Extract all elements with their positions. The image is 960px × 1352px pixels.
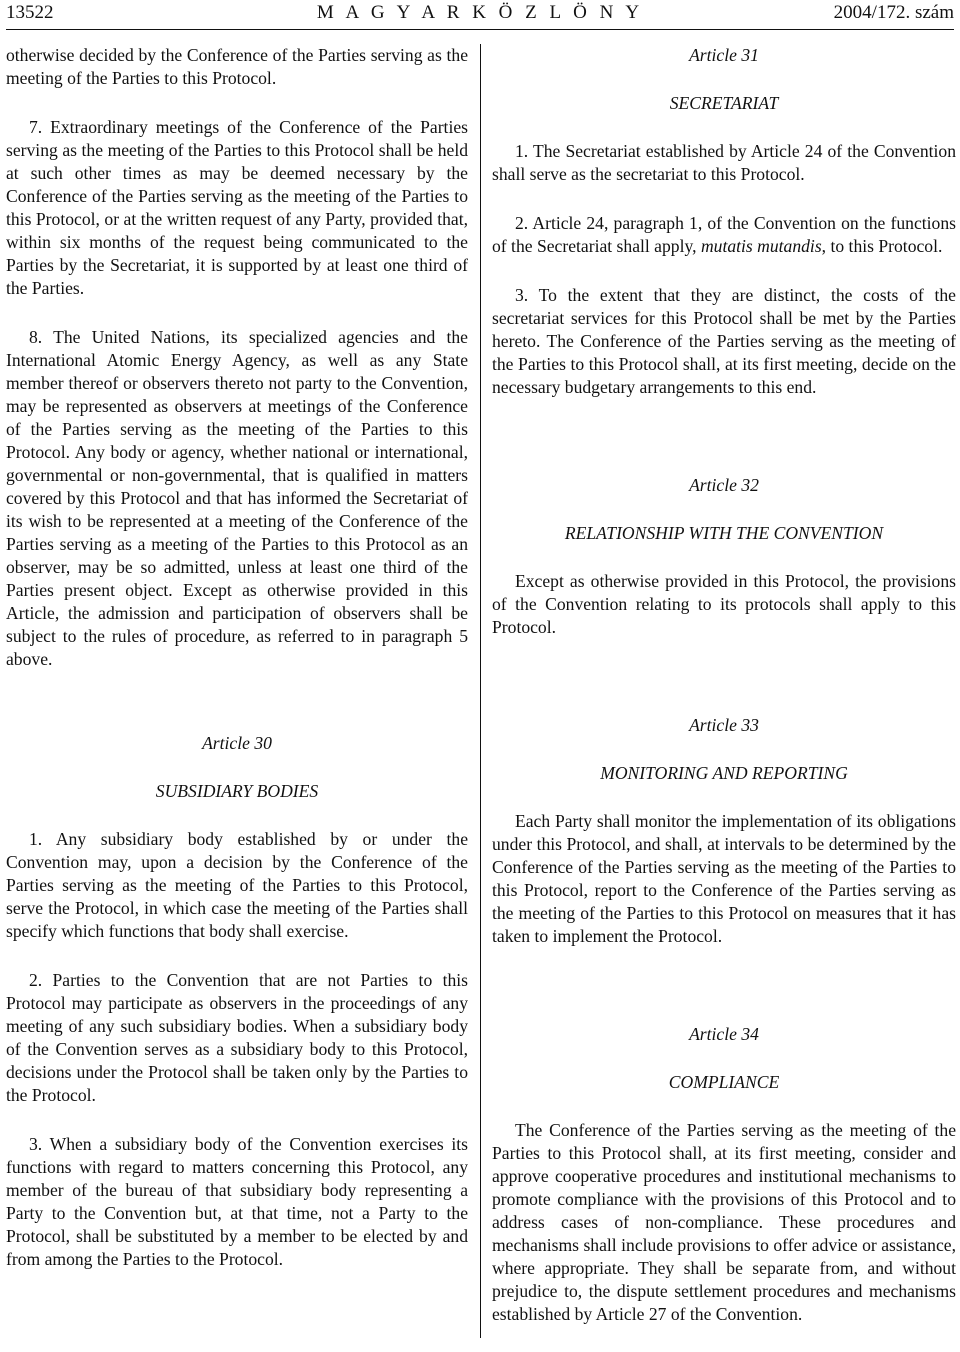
page-number: 13522 — [6, 2, 54, 23]
article-34-paragraph: The Conference of the Parties serving as the meeting of the Parties to this Protocol shall, at its first meeting, consider and approve cooperative procedures and institutional mechanisms to promote compliance with the provisions of this Protocol and to address cases of non-compliance. These procedures and mechanisms shall include provisions to offer advice or assistance, where appropriate. They shall be separate from, and without prejudice to, the dispute settlement procedures and mechanisms established by Article 27 of the Convention. — [492, 1120, 956, 1324]
column-divider — [480, 44, 481, 1338]
article-33-number: Article 33 — [689, 715, 759, 735]
right-column — [492, 44, 956, 1352]
article-30-paragraph-2: 2. Parties to the Convention that are not Parties to this Protocol may participate as observers in the proceedings of any meeting of any such subsidiary bodies. When a subsidiary body of the Convention serves as a subsidiary body to this Protocol, decisions under the Protocol shall be taken only by the Parties to the Protocol. — [6, 970, 468, 1105]
article-32-number: Article 32 — [689, 475, 759, 495]
continued-paragraph: otherwise decided by the Conference of the Parties serving as the meeting of the Parties to this Protocol. — [6, 45, 468, 88]
article-30-title: SUBSIDIARY BODIES — [155, 781, 319, 801]
article-31-paragraph-2-italic: mutatis mutandis — [700, 236, 822, 256]
article-31-paragraph-2-start: 2. Article 24, paragraph 1, of the Convention on the functions of the Secretariat shall apply, — [492, 213, 956, 256]
article-33-title: MONITORING AND REPORTING — [600, 763, 848, 783]
issue-number: 2004/172. szám — [833, 2, 954, 23]
article-32-paragraph: Except as otherwise provided in this Protocol, the provisions of the Convention relating to its protocols shall apply to this Protocol. — [492, 571, 956, 637]
article-34-title: COMPLIANCE — [668, 1072, 780, 1092]
journal-title: M A G Y A R K Ö Z L Ö N Y — [316, 2, 644, 23]
article-33-paragraph: Each Party shall monitor the implementation of its obligations under this Protocol, and shall, at intervals to be determined by the Conference of the Parties serving as the meeting of the Parties to this Protocol, report to the Conference of the Parties serving as the meeting of the Parties to this Protocol on measures that it has taken to implement the Protocol. — [492, 811, 956, 946]
article-31-title: SECRETARIAT — [669, 93, 779, 113]
article-31-paragraph-2 — [492, 212, 956, 258]
article-31-paragraph-3: 3. To the extent that they are distinct, the costs of the secretariat services for this Protocol shall be met by the Parties hereto. The Conference of the Parties serving as the meeting of the Parties to this Protocol shall, at its first meeting, decide on the necessary budgetary arrangements to this end. — [492, 285, 956, 397]
page-header — [6, 0, 954, 30]
article-30-number: Article 30 — [202, 733, 272, 753]
paragraph-8: 8. The United Nations, its specialized agencies and the International Atomic Energy Agency, as well as any State member thereof or observers thereto not party to the Convention, may be represented as observers at meetings of the Conference of the Parties serving as the meeting of the Parties to this Protocol. Any body or agency, whether national or international, governmental or non-governmental, that is qualified in matters covered by this Protocol and that has informed the Secretariat of its wish to be represented at a meeting of the Conference of the Parties serving as a meeting of the Parties to this Protocol as an observer, may be so admitted, unless at least one third of the Parties present object. Except as otherwise provided in this Article, the admission and participation of observers shall be subject to the rules of procedure, as referred to in paragraph 5 above. — [6, 327, 468, 669]
paragraph-7: 7. Extraordinary meetings of the Conference of the Parties serving as the meeting of the Parties to this Protocol shall be held at such other times as may be deemed necessary by the Conference of the Parties serving as the meeting of the Parties to this Protocol, or at the written request of any Party, provided that, within six months of the request being communicated to the Parties by the Secretariat, it is supported by at least one third of the Parties. — [6, 117, 468, 298]
article-30-paragraph-1: 1. Any subsidiary body established by or under the Convention may, upon a decision by the Conference of the Parties serving as the meeting of the Parties to this Protocol, serve the Protocol, in which case the meeting of the Parties shall specify which functions that body shall exercise. — [6, 829, 468, 941]
article-31-paragraph-1: 1. The Secretariat established by Article 24 of the Convention shall serve as the secretariat to this Protocol. — [492, 141, 956, 184]
article-32-title: RELATIONSHIP WITH THE CONVENTION — [564, 523, 884, 543]
header-divider — [6, 29, 954, 30]
left-column — [6, 44, 468, 1297]
article-31-paragraph-2-end: , to this Protocol. — [821, 236, 943, 256]
article-30-paragraph-3: 3. When a subsidiary body of the Convention exercises its functions with regard to matters concerning this Protocol, any member of the bureau of that subsidiary body representing a Party to the Convention but, at that time, not a Party to the Protocol, shall be substituted by a member to be elected by and from among the Parties to the Protocol. — [6, 1134, 468, 1269]
article-31-number: Article 31 — [689, 45, 759, 65]
article-34-number: Article 34 — [689, 1024, 759, 1044]
